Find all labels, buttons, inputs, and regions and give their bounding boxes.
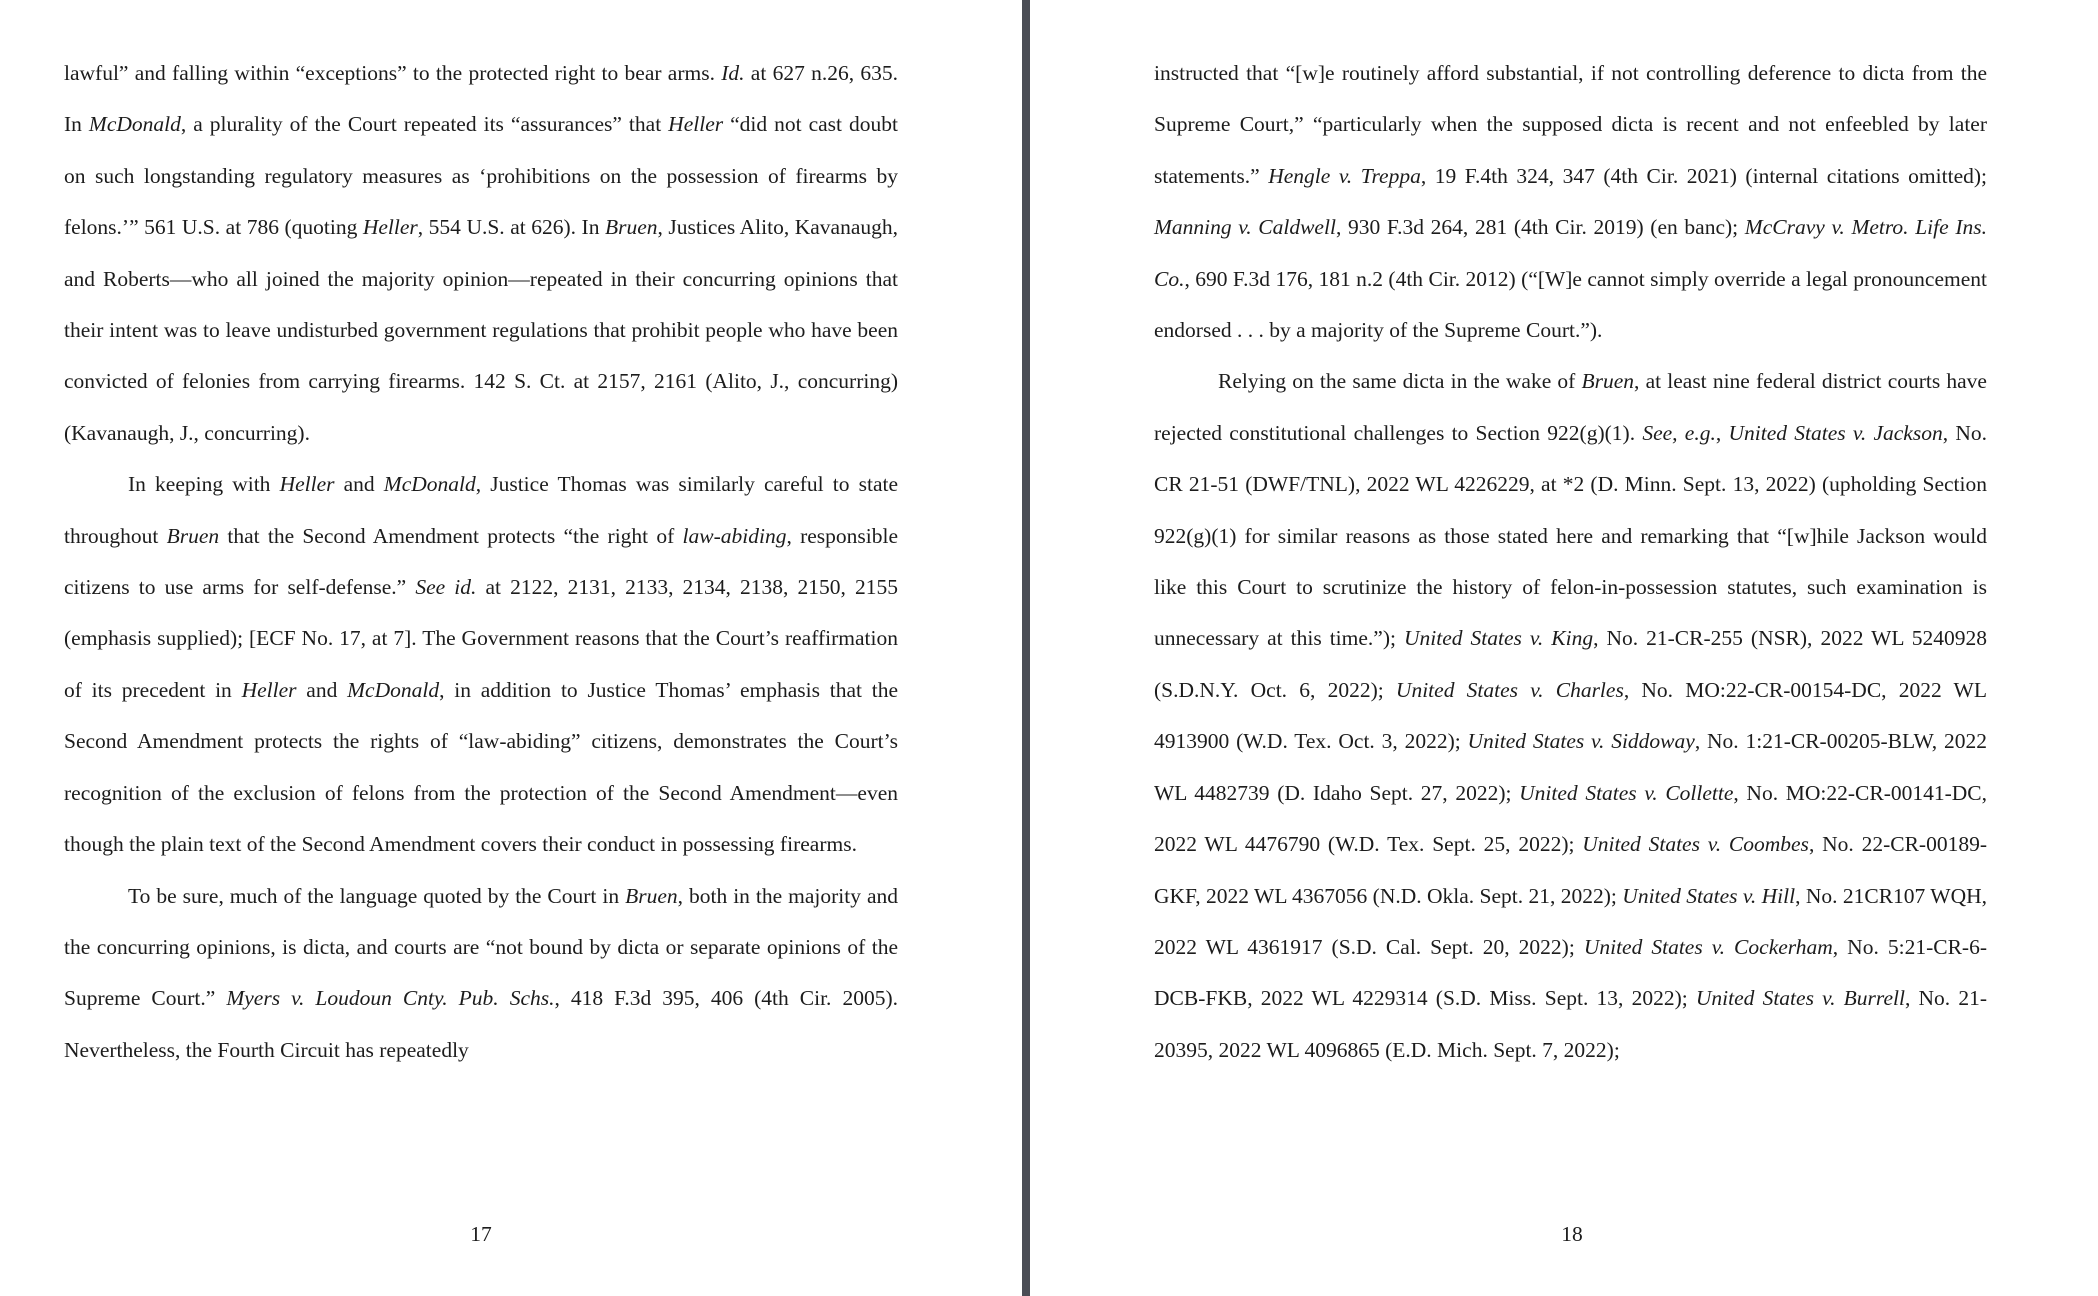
text-run: , No. 1:21-CR-00205-BLW, 2022 WL 4482739 (D. Idaho Sept. 27, 2022); <box>1154 729 1988 805</box>
text-run: , Justices Alito, Kavanaugh, and Roberts—who all joined the majority opinion—repeated in their concurring opinions that their intent was to leave undisturbed government regulations that prohibit people who have been convicted of felonies from carrying firearms. 142 S. Ct. at 2157, 2161 (Alito, J., concurring) (Kavanaugh, J., concurring). <box>64 215 898 445</box>
text-run: “did not cast doubt on such longstanding regulatory measures as ‘prohibitions on the possession of firearms by felons.’” 561 U.S. at 786 (quoting <box>64 112 898 240</box>
italic-citation: United States v. King <box>1404 626 1594 651</box>
text-run: , both in the majority and the concurring opinions, is dicta, and courts are “not bound by dicta or separate opinions of the Supreme Court.” <box>64 883 898 1011</box>
text-run: , 19 F.4th 324, 347 (4th Cir. 2021) (internal citations omitted); <box>1420 163 1987 188</box>
text-run: that the Second Amendment protects “the right of <box>219 523 683 548</box>
text-run: , 554 U.S. at 626). In <box>417 215 605 240</box>
paragraph <box>64 48 898 459</box>
italic-citation: United States v. Cockerham <box>1583 934 1833 959</box>
page-number: 18 <box>1561 1222 1583 1246</box>
text-run: , No. MO:22-CR-00141-DC, 2022 WL 4476790 (W.D. Tex. Sept. 25, 2022); <box>1154 780 1988 857</box>
italic-citation: McDonald <box>383 472 476 497</box>
text-run: , a plurality of the Court repeated its “assurances” that <box>180 112 669 137</box>
text-run: and <box>296 677 348 702</box>
text-run: , No. 5:21-CR-6-DCB-FKB, 2022 WL 4229314 (S.D. Miss. Sept. 13, 2022); <box>1154 934 1987 1011</box>
page-body <box>1154 48 1987 1076</box>
italic-citation: Heller <box>241 677 297 702</box>
text-run: , 418 F.3d 395, 406 (4th Cir. 2005). Nevertheless, the Fourth Circuit has repeatedly <box>64 986 898 1062</box>
text-run: , No. 21CR107 WQH, 2022 WL 4361917 (S.D. Cal. Sept. 20, 2022); <box>1154 883 1987 959</box>
text-run: To be sure, much of the language quoted by the Court in <box>128 883 626 908</box>
page-number: 17 <box>470 1222 492 1246</box>
italic-citation: United States v. Jackson <box>1728 420 1943 445</box>
italic-citation: Hengle v. Treppa <box>1268 163 1421 188</box>
italic-citation: United States v. Charles <box>1395 677 1624 702</box>
text-run: , <box>1715 420 1729 445</box>
text-run: and <box>334 472 384 497</box>
italic-citation: United States v. Siddoway <box>1467 729 1695 754</box>
text-run: , No. CR 21-51 (DWF/TNL), 2022 WL 4226229, at *2 (D. Minn. Sept. 13, 2022) (upholding Section 922(g)(1) for similar reasons as those stated here and remarking that “[w]hile Jackson would like this Court to scrutinize the history of felon-in-possession statutes, such examination is unnecessary at this time.”); <box>1154 420 1987 651</box>
text-run: lawful” and falling within “exceptions” to the protected right to bear arms. <box>64 61 722 85</box>
italic-citation: law-abiding <box>682 523 787 548</box>
italic-citation: Myers v. Loudoun Cnty. Pub. Schs. <box>226 986 555 1011</box>
paragraph <box>64 459 898 870</box>
italic-citation: United States v. Collette <box>1519 780 1734 805</box>
italic-citation: See id. <box>415 575 477 600</box>
italic-citation: McCravy v. Metro. Life Ins. Co. <box>1154 215 1987 291</box>
page-17 <box>0 0 1022 1296</box>
italic-citation: McDonald <box>347 677 440 702</box>
page-body <box>64 48 898 1076</box>
text-run: , No. 22-CR-00189-GKF, 2022 WL 4367056 (N.D. Okla. Sept. 21, 2022); <box>1154 832 1987 908</box>
page-18 <box>1030 0 2098 1296</box>
text-run: In keeping with <box>128 472 280 497</box>
italic-citation: United States v. Hill <box>1622 883 1796 908</box>
italic-citation: Heller <box>279 472 335 497</box>
text-run: , 690 F.3d 176, 181 n.2 (4th Cir. 2012) (“[W]e cannot simply override a legal pronouncement endorsed . . . by a majority of the Supreme Court.”). <box>1154 266 1987 343</box>
paragraph <box>64 871 898 1077</box>
italic-citation: Manning v. Caldwell <box>1154 215 1336 240</box>
italic-citation: Id. <box>721 61 745 85</box>
italic-citation: Bruen <box>604 215 658 240</box>
text-run: , No. MO:22-CR-00154-DC, 2022 WL 4913900 (W.D. Tex. Oct. 3, 2022); <box>1154 677 1987 754</box>
italic-citation: United States v. Burrell <box>1695 986 1905 1011</box>
page-divider <box>1022 0 1030 1296</box>
paragraph <box>1154 48 1987 356</box>
text-run: , responsible citizens to use arms for self-defense.” <box>64 523 898 600</box>
italic-citation: United States v. Coombes <box>1582 832 1809 857</box>
text-run: , No. 21-20395, 2022 WL 4096865 (E.D. Mich. Sept. 7, 2022); <box>1154 986 1987 1062</box>
text-run: at 627 n.26, 635. In <box>64 61 898 137</box>
italic-citation: Bruen <box>166 523 220 548</box>
italic-citation: Heller <box>362 215 418 240</box>
text-run: , No. 21-CR-255 (NSR), 2022 WL 5240928 (S.D.N.Y. Oct. 6, 2022); <box>1154 626 1987 702</box>
text-run: , at least nine federal district courts have rejected constitutional challenges to Section 922(g)(1). <box>1154 369 1987 445</box>
italic-citation: See, e.g. <box>1642 420 1716 445</box>
paragraph <box>1154 356 1987 1076</box>
italic-citation: Bruen <box>625 883 678 908</box>
italic-citation: Heller <box>668 112 724 137</box>
text-run: , 930 F.3d 264, 281 (4th Cir. 2019) (en banc); <box>1335 215 1745 240</box>
italic-citation: Bruen <box>1581 369 1635 394</box>
text-run: , in addition to Justice Thomas’ emphasis that the Second Amendment protects the rights of “law-abiding” citizens, demonstrates the Court’s recognition of the exclusion of felons from the protection of the Second Amendment—even though the plain text of the Second Amendment covers their conduct in possessing firearms. <box>64 677 899 857</box>
italic-citation: McDonald <box>88 112 181 137</box>
text-run: instructed that “[w]e routinely afford substantial, if not controlling deference to dicta from the Supreme Court,” “particularly when the supposed dicta is recent and not enfeebled by later statements.” <box>1154 61 1987 188</box>
text-run: , Justice Thomas was similarly careful to state throughout <box>64 472 898 548</box>
text-run: Relying on the same dicta in the wake of <box>1218 369 1582 394</box>
text-run: at 2122, 2131, 2133, 2134, 2138, 2150, 2155 (emphasis supplied); [ECF No. 17, at 7]. The Government reasons that the Court’s reaffirmation of its precedent in <box>64 575 898 702</box>
